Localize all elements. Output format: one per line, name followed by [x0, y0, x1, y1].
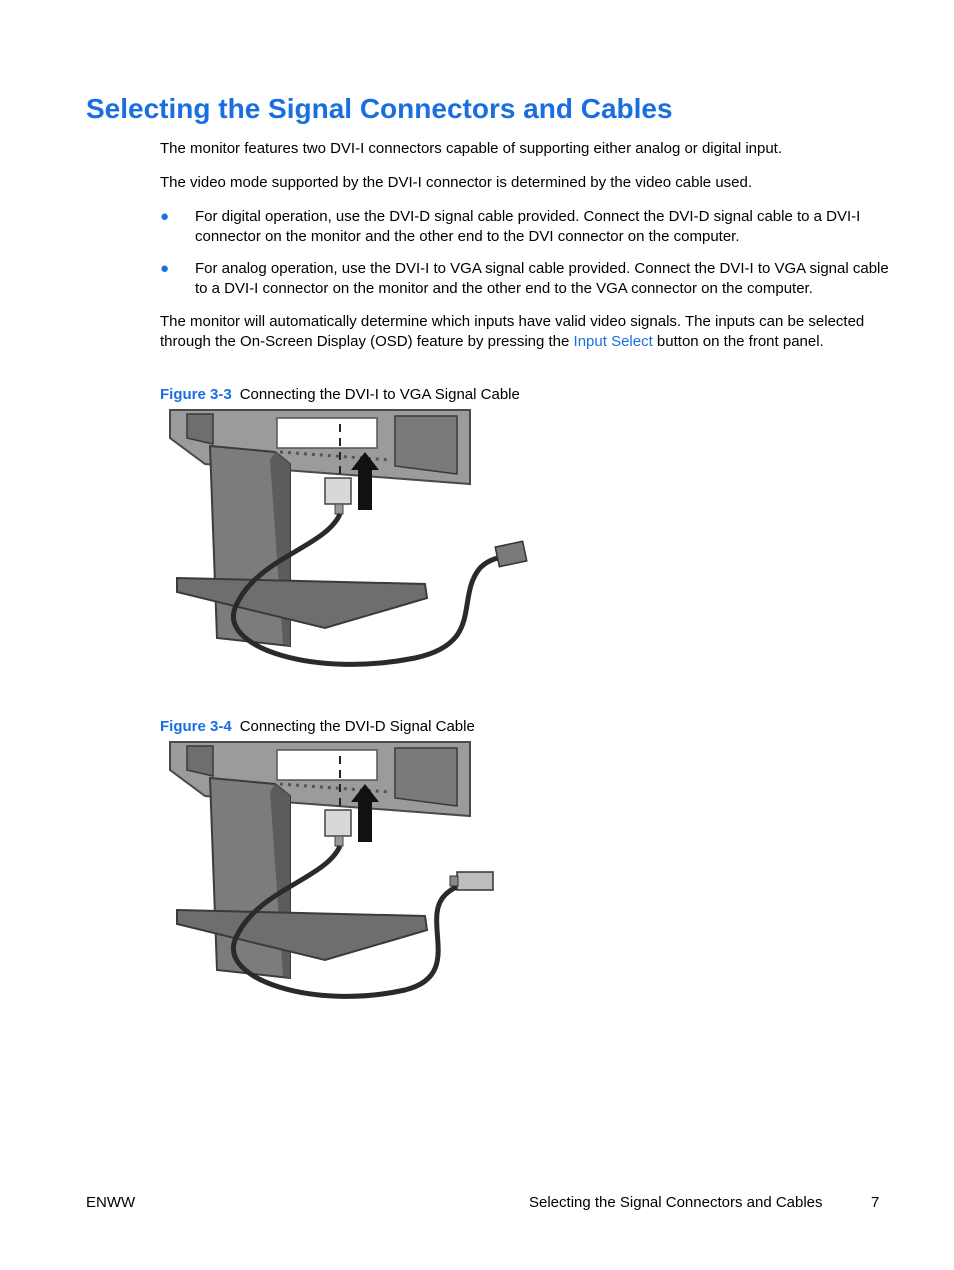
bullet-dot-icon: ●	[160, 208, 170, 225]
figure-number: Figure 3-4	[160, 718, 232, 735]
auto-detect-text-before: The monitor will automatically determine which inputs have valid video signals. The inputs can be selected through the On-Screen Display (OSD) feature by pressing the	[160, 313, 865, 350]
figure-dvi-d-illustration	[165, 740, 505, 1005]
footer-left: ENWW	[86, 1194, 136, 1211]
footer-page-number: 7	[871, 1194, 880, 1211]
figure-caption-text: Connecting the DVI-D Signal Cable	[239, 718, 475, 735]
intro-paragraph-2: The video mode supported by the DVI-I connector is determined by the video cable used.	[160, 174, 753, 191]
bullet-dot-icon: ●	[160, 260, 170, 277]
figure-caption-text: Connecting the DVI-I to VGA Signal Cable	[239, 386, 520, 403]
figure-caption-3-4	[160, 717, 475, 737]
input-select-link[interactable]: Input Select	[573, 333, 653, 350]
bullet-text: For digital operation, use the DVI-D signal cable provided. Connect the DVI-D signal cable to a DVI-I connector on the monitor and the other end to the DVI connector on the computer.	[195, 208, 861, 245]
bullet-text: For analog operation, use the DVI-I to VGA signal cable provided. Connect the DVI-I to VGA signal cable to a DVI-I connector on the monitor and the other end to the VGA connector on the computer.	[195, 260, 889, 297]
footer-section-title: Selecting the Signal Connectors and Cables	[529, 1194, 823, 1211]
auto-detect-paragraph	[160, 312, 890, 352]
figure-dvi-vga-illustration	[165, 408, 535, 680]
page-title: Selecting the Signal Connectors and Cables	[86, 93, 673, 124]
figure-caption-3-3	[160, 385, 520, 405]
intro-paragraph-1: The monitor features two DVI-I connectors capable of supporting either analog or digital input.	[160, 140, 783, 157]
auto-detect-text-after: button on the front panel.	[652, 333, 824, 350]
figure-number: Figure 3-3	[160, 386, 232, 403]
